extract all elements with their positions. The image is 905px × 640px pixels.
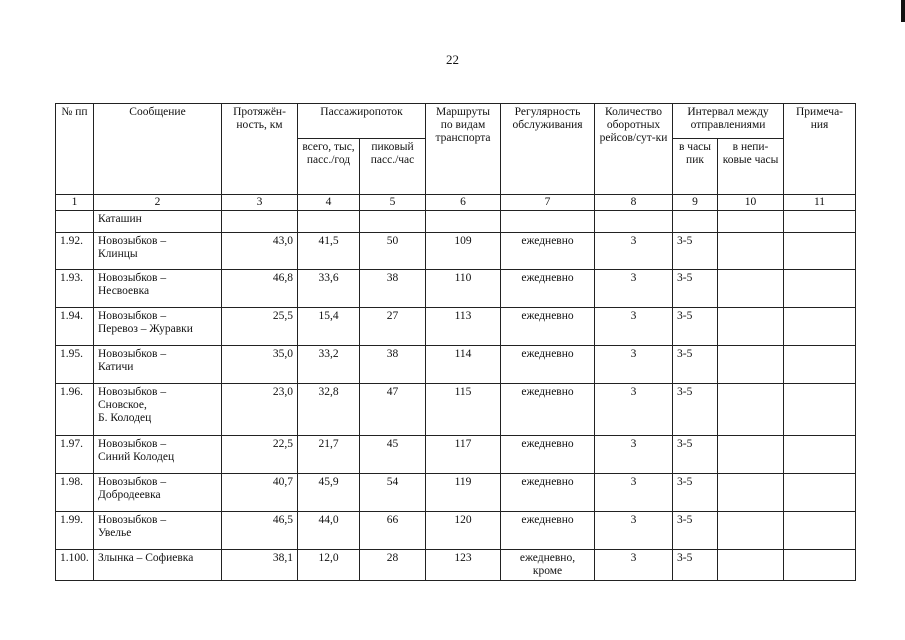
table-row — [56, 512, 856, 550]
row-number: 1.94. — [56, 308, 94, 346]
row-trips: 3 — [595, 436, 673, 474]
column-index-8: 8 — [595, 195, 673, 211]
row-interval-offpeak — [718, 474, 784, 512]
row-length: 38,1 — [222, 550, 298, 581]
header-interval-offpeak: в непи-ковые часы — [718, 139, 784, 195]
row-regularity — [501, 346, 595, 384]
header-passenger-flow: Пассажиропоток — [298, 104, 426, 139]
row-number: 1.95. — [56, 346, 94, 384]
route-line: Новозыбков – — [98, 386, 167, 398]
row-routes: 119 — [426, 474, 501, 512]
row-flow-total: 15,4 — [298, 308, 360, 346]
route-line: Перевоз – Журавки — [98, 323, 193, 335]
column-index-5: 5 — [360, 195, 426, 211]
row-routes: 115 — [426, 384, 501, 436]
row-number: 1.97. — [56, 436, 94, 474]
regularity-line: ежедневно — [521, 272, 574, 284]
route-line: Сновское, — [98, 399, 147, 411]
route-line: Синий Колодец — [98, 451, 175, 463]
row-flow-peak: 54 — [360, 474, 426, 512]
column-index-1: 1 — [56, 195, 94, 211]
row-regularity — [501, 233, 595, 270]
row-notes — [784, 308, 856, 346]
row-interval-peak: 3-5 — [673, 474, 718, 512]
row-interval-offpeak — [718, 384, 784, 436]
row-flow-peak: 50 — [360, 233, 426, 270]
header-notes: Примеча-ния — [784, 104, 856, 195]
regularity-line: ежедневно — [521, 386, 574, 398]
route-line: Новозыбков – — [98, 235, 167, 247]
row-flow-total: 33,2 — [298, 346, 360, 384]
regularity-line: ежедневно — [521, 348, 574, 360]
row-notes — [784, 233, 856, 270]
row-notes — [784, 436, 856, 474]
column-index-3: 3 — [222, 195, 298, 211]
row-regularity — [501, 550, 595, 581]
row-flow-total: 41,5 — [298, 233, 360, 270]
header-trips: Количество оборотных рейсов/сут-ки — [595, 104, 673, 195]
regularity-line: ежедневно, — [519, 552, 576, 564]
row-interval-peak: 3-5 — [673, 550, 718, 581]
row-number: 1.99. — [56, 512, 94, 550]
row-regularity — [501, 512, 595, 550]
row-regularity — [501, 436, 595, 474]
row-flow-total: 45,9 — [298, 474, 360, 512]
row-notes — [784, 270, 856, 308]
continuation-row — [56, 211, 856, 233]
row-length: 43,0 — [222, 233, 298, 270]
header-interval: Интервал между отправлениями — [673, 104, 784, 139]
continuation-route: Каташин — [94, 211, 222, 233]
row-trips: 3 — [595, 384, 673, 436]
row-interval-offpeak — [718, 436, 784, 474]
row-route — [94, 474, 222, 512]
header-routes-by-type: Маршруты по видам транспорта — [426, 104, 501, 195]
row-notes — [784, 346, 856, 384]
row-flow-total: 44,0 — [298, 512, 360, 550]
row-number: 1.92. — [56, 233, 94, 270]
row-trips: 3 — [595, 270, 673, 308]
row-interval-peak: 3-5 — [673, 436, 718, 474]
row-interval-peak: 3-5 — [673, 346, 718, 384]
route-line: Новозыбков – — [98, 476, 167, 488]
row-interval-offpeak — [718, 270, 784, 308]
row-number: 1.98. — [56, 474, 94, 512]
table-row — [56, 436, 856, 474]
header-row-1 — [56, 104, 856, 139]
regularity-line: кроме — [532, 565, 563, 577]
row-interval-peak: 3-5 — [673, 308, 718, 346]
row-length: 40,7 — [222, 474, 298, 512]
row-interval-offpeak — [718, 512, 784, 550]
header-flow-total: всего, тыс, пасс./год — [298, 139, 360, 195]
row-trips: 3 — [595, 308, 673, 346]
header-flow-peak: пиковый пасс./час — [360, 139, 426, 195]
row-length: 25,5 — [222, 308, 298, 346]
row-interval-offpeak — [718, 308, 784, 346]
row-notes — [784, 512, 856, 550]
route-line: Новозыбков – — [98, 514, 167, 526]
row-interval-offpeak — [718, 550, 784, 581]
table-row — [56, 308, 856, 346]
table-row — [56, 233, 856, 270]
row-flow-total: 21,7 — [298, 436, 360, 474]
route-line: Новозыбков – — [98, 348, 167, 360]
route-line: Добродеевка — [98, 489, 161, 501]
row-flow-peak: 47 — [360, 384, 426, 436]
row-number: 1.100. — [56, 550, 94, 581]
row-flow-peak: 45 — [360, 436, 426, 474]
regularity-line: ежедневно — [521, 476, 574, 488]
row-trips: 3 — [595, 346, 673, 384]
column-index-10: 10 — [718, 195, 784, 211]
row-interval-peak: 3-5 — [673, 384, 718, 436]
row-interval-peak: 3-5 — [673, 270, 718, 308]
column-index-9: 9 — [673, 195, 718, 211]
transport-routes-table — [55, 103, 856, 581]
row-route — [94, 550, 222, 581]
route-line: Б. Колодец — [98, 412, 152, 424]
row-flow-peak: 38 — [360, 270, 426, 308]
row-interval-offpeak — [718, 233, 784, 270]
column-index-row — [56, 195, 856, 211]
row-regularity — [501, 270, 595, 308]
row-routes: 120 — [426, 512, 501, 550]
row-route — [94, 436, 222, 474]
route-line: Новозыбков – — [98, 272, 167, 284]
header-route: Сообщение — [94, 104, 222, 195]
row-trips: 3 — [595, 550, 673, 581]
row-regularity — [501, 384, 595, 436]
regularity-line: ежедневно — [521, 235, 574, 247]
row-notes — [784, 550, 856, 581]
row-route — [94, 346, 222, 384]
route-line: Злынка – Софиевка — [98, 552, 194, 564]
row-length: 46,5 — [222, 512, 298, 550]
row-length: 46,8 — [222, 270, 298, 308]
row-routes: 109 — [426, 233, 501, 270]
row-routes: 123 — [426, 550, 501, 581]
regularity-line: ежедневно — [521, 438, 574, 450]
row-length: 23,0 — [222, 384, 298, 436]
row-route — [94, 512, 222, 550]
table-row — [56, 270, 856, 308]
column-index-4: 4 — [298, 195, 360, 211]
row-route — [94, 384, 222, 436]
row-number: 1.93. — [56, 270, 94, 308]
row-route — [94, 270, 222, 308]
row-flow-total: 33,6 — [298, 270, 360, 308]
route-line: Увелье — [98, 527, 132, 539]
table-row — [56, 474, 856, 512]
row-flow-peak: 38 — [360, 346, 426, 384]
row-flow-total: 32,8 — [298, 384, 360, 436]
row-length: 35,0 — [222, 346, 298, 384]
column-index-11: 11 — [784, 195, 856, 211]
row-flow-peak: 27 — [360, 308, 426, 346]
column-index-2: 2 — [94, 195, 222, 211]
row-interval-peak: 3-5 — [673, 512, 718, 550]
column-index-7: 7 — [501, 195, 595, 211]
row-trips: 3 — [595, 233, 673, 270]
table-row — [56, 550, 856, 581]
header-interval-peak: в часы пик — [673, 139, 718, 195]
route-line: Новозыбков – — [98, 438, 167, 450]
row-notes — [784, 474, 856, 512]
regularity-line: ежедневно — [521, 514, 574, 526]
regularity-line: ежедневно — [521, 310, 574, 322]
row-routes: 113 — [426, 308, 501, 346]
row-notes — [784, 384, 856, 436]
table-row — [56, 384, 856, 436]
header-regularity: Регулярность обслуживания — [501, 104, 595, 195]
row-regularity — [501, 308, 595, 346]
row-flow-total: 12,0 — [298, 550, 360, 581]
row-trips: 3 — [595, 512, 673, 550]
header-num: № пп — [56, 104, 94, 195]
row-length: 22,5 — [222, 436, 298, 474]
row-flow-peak: 28 — [360, 550, 426, 581]
route-line: Клинцы — [98, 248, 138, 260]
row-routes: 110 — [426, 270, 501, 308]
row-number: 1.96. — [56, 384, 94, 436]
page-number: 22 — [446, 52, 459, 67]
route-line: Катичи — [98, 361, 134, 373]
scan-edge-mark — [901, 0, 905, 22]
column-index-6: 6 — [426, 195, 501, 211]
route-line: Несвоевка — [98, 285, 150, 297]
table-row — [56, 346, 856, 384]
row-interval-offpeak — [718, 346, 784, 384]
row-interval-peak: 3-5 — [673, 233, 718, 270]
row-route — [94, 233, 222, 270]
row-trips: 3 — [595, 474, 673, 512]
row-flow-peak: 66 — [360, 512, 426, 550]
row-regularity — [501, 474, 595, 512]
row-routes: 117 — [426, 436, 501, 474]
route-line: Новозыбков – — [98, 310, 167, 322]
header-length: Протяжён-ность, км — [222, 104, 298, 195]
row-routes: 114 — [426, 346, 501, 384]
row-route — [94, 308, 222, 346]
